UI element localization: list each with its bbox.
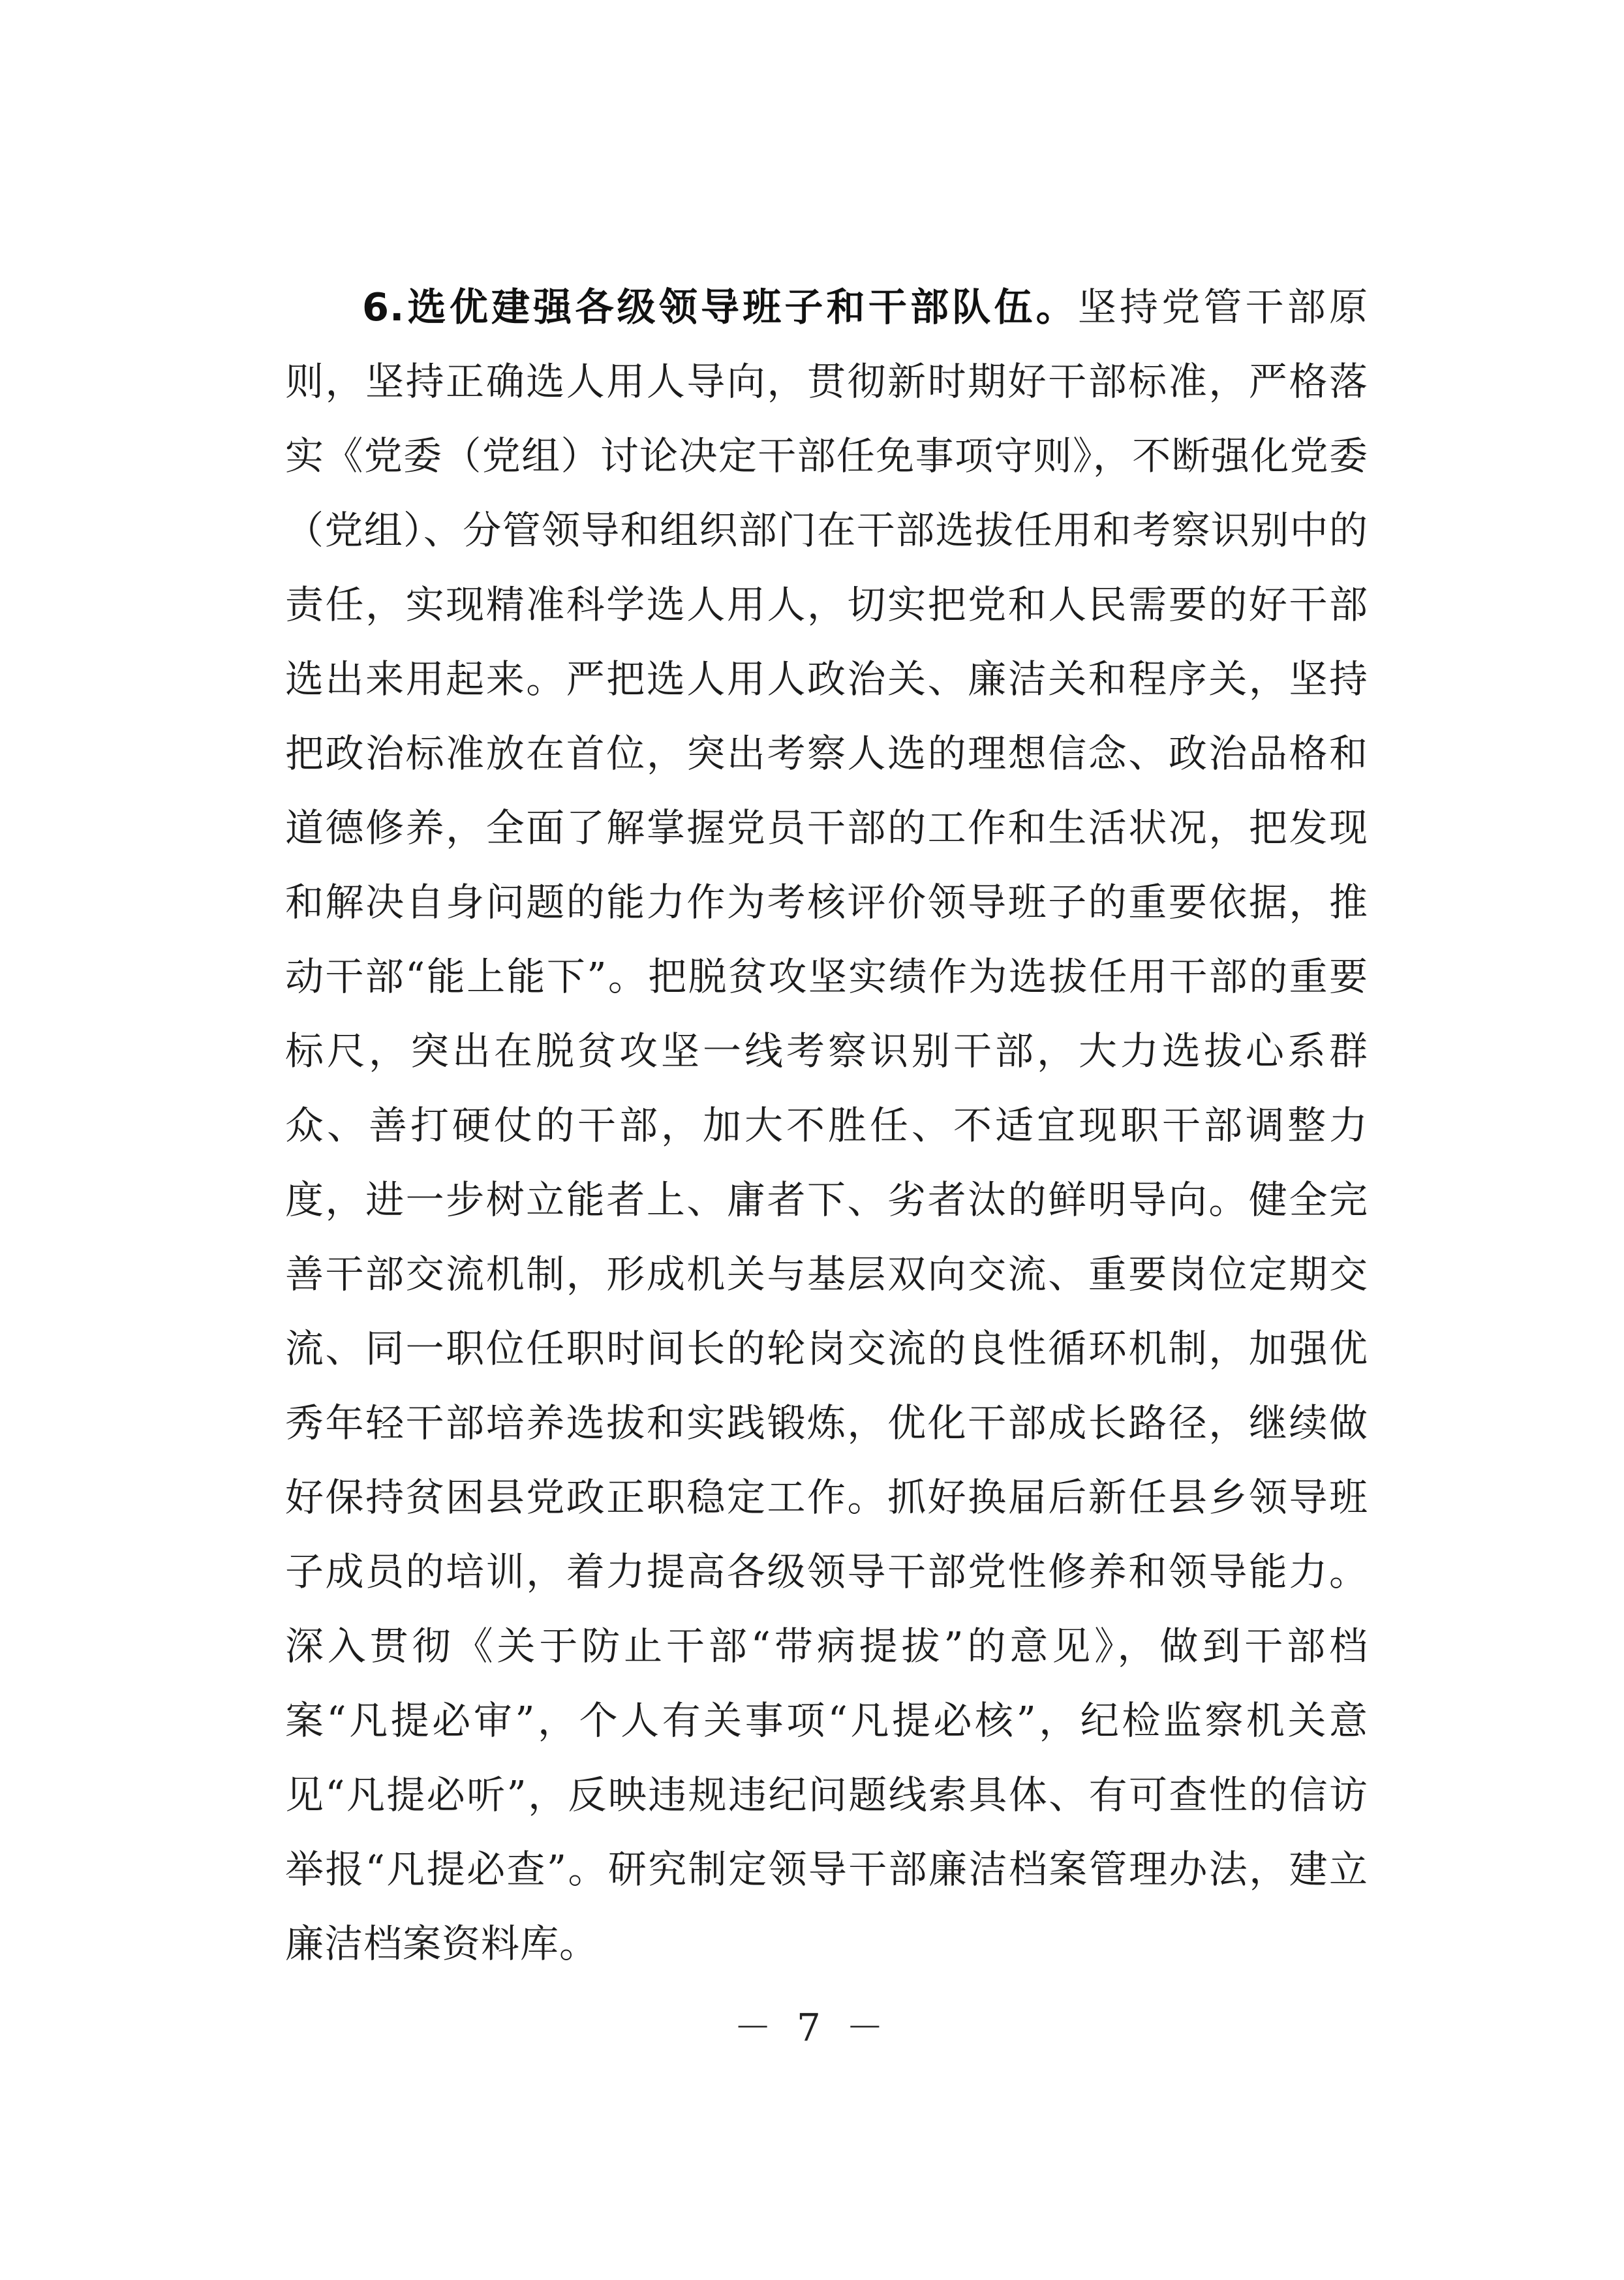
page-number: － 7 － (733, 2005, 891, 2050)
body-paragraph (285, 270, 1368, 1981)
paragraph-text: 坚持党管干部原则，坚持正确选人用人导向，贯彻新时期好干部标准，严格落实《党委（党组）讨论决定干部任免事项守则》，不断强化党委（党组）、分管领导和组织部门在干部选拔任用和考察识别中的责任，实现精准科学选人用人，切实把党和人民需要的好干部选出来用起来。严把选人用人政治关、廉洁关和程序关，坚持把政治标准放在首位，突出考察人选的理想信念、政治品格和道德修养，全面了解掌握党员干部的工作和生活状况，把发现和解决自身问题的能力作为考核评价领导班子的重要依据，推动干部“能上能下”。把脱贫攻坚实绩作为选拔任用干部的重要标尺，突出在脱贫攻坚一线考察识别干部，大力选拔心系群众、善打硬仗的干部，加大不胜任、不适宜现职干部调整力度，进一步树立能者上、庸者下、劣者汰的鲜明导向。健全完善干部交流机制，形成机关与基层双向交流、重要岗位定期交流、同一职位任职时间长的轮岗交流的良性循环机制，加强优秀年轻干部培养选拔和实践锻炼，优化干部成长路径，继续做好保持贫困县党政正职稳定工作。抓好换届后新任县乡领导班子成员的培训，着力提高各级领导干部党性修养和领导能力。深入贯彻《关于防止干部“带病提拔”的意见》，做到干部档案“凡提必审”，个人有关事项“凡提必核”，纪检监察机关意见“凡提必听”，反映违规违纪问题线索具体、有可查性的信访举报“凡提必查”。研究制定领导干部廉洁档案管理办法，建立廉洁档案资料库。 (285, 285, 1368, 1966)
section-heading: 6.选优建强各级领导班子和干部队伍。 (362, 285, 1078, 330)
